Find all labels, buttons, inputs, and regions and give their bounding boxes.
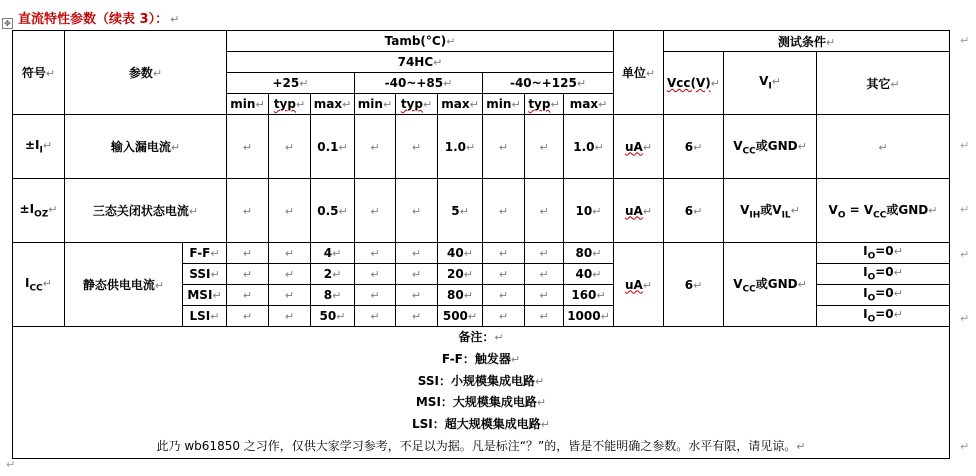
dc-characteristics-table bbox=[12, 30, 950, 459]
value-cell: 8↵ bbox=[311, 285, 355, 306]
col-header-vi: $V_I↵$ bbox=[724, 52, 817, 115]
row-end-mark: ↵ bbox=[960, 248, 970, 261]
notes-row bbox=[13, 327, 950, 459]
col-header-symbol: 符号↵ bbox=[13, 31, 65, 115]
value-cell: 80↵ bbox=[564, 243, 614, 264]
value-cell: 0.1↵ bbox=[311, 115, 355, 179]
note-ff: F-F：触发器↵ bbox=[441, 351, 521, 366]
col-header-param: 参数↵ bbox=[65, 31, 227, 115]
col-header-max: max↵ bbox=[438, 94, 483, 115]
value-cell: 80↵ bbox=[438, 285, 483, 306]
notes-cell bbox=[13, 327, 950, 459]
value-cell: 4↵ bbox=[311, 243, 355, 264]
col-header-other: 其它↵ bbox=[817, 52, 950, 115]
unit-cell: uA↵ bbox=[614, 179, 664, 243]
col-header-typ: typ↵ bbox=[269, 94, 311, 115]
param-name-cell: 三态关闭状态电流↵ bbox=[65, 179, 227, 243]
table-row-quiescent-lsi: LSI↵ ↵ ↵ 50↵ ↵ ↵ 500↵ ↵ ↵ 1000↵ $I_O=0↵$ bbox=[13, 306, 950, 327]
value-cell: 20↵ bbox=[438, 264, 483, 285]
device-type-cell: F-F↵ bbox=[183, 243, 227, 264]
vi-cell: $V_{IH}$或$V_{IL}↵$ bbox=[724, 179, 817, 243]
col-header-family: 74HC↵ bbox=[227, 52, 614, 73]
row-end-mark: ↵ bbox=[960, 440, 970, 453]
table-row-quiescent-msi: MSI↵ ↵ ↵ 8↵ ↵ ↵ 80↵ ↵ ↵ 160↵ $I_O=0↵$ bbox=[13, 285, 950, 306]
unit-cell: uA↵ bbox=[614, 115, 664, 179]
row-end-mark: ↵ bbox=[960, 312, 970, 325]
value-cell: 500↵ bbox=[438, 306, 483, 327]
value-cell: 2↵ bbox=[311, 264, 355, 285]
col-header-tamb: Tamb(°C)↵ bbox=[227, 31, 614, 52]
value-cell: 5↵ bbox=[438, 179, 483, 243]
symbol-cell: $I_{CC}↵$ bbox=[13, 243, 65, 327]
value-cell: 1000↵ bbox=[564, 306, 614, 327]
io-cell: $I_O=0↵$ bbox=[817, 306, 950, 327]
col-header-min: min↵ bbox=[355, 94, 396, 115]
col-header-max: max↵ bbox=[564, 94, 614, 115]
notes-heading: 备注：↵ bbox=[458, 330, 504, 344]
vi-cell: $V_{CC}$或GND↵ bbox=[724, 243, 817, 327]
col-header-typ: typ↵ bbox=[525, 94, 564, 115]
col-header-min: min↵ bbox=[483, 94, 525, 115]
other-cell: $V_O = V_{CC}$或GND↵ bbox=[817, 179, 950, 243]
table-row-quiescent-ff: $I_{CC}↵$ 静态供电电流↵ F-F↵ ↵ ↵ 4↵ ↵ ↵ 40↵ ↵ ↵ 80↵ uA↵ 6↵ $V_{CC}$或GND↵ $I_O=0↵$ bbox=[13, 243, 950, 264]
table-row-tristate-off-current: $\pm I_{OZ}↵$ 三态关闭状态电流↵ ↵ ↵ 0.5↵ ↵ ↵ 5↵ ↵ ↵ 10↵ uA↵ 6↵ $V_{IH}$或$V_{IL}↵$ $V_O = V_{CC}$或GND↵ bbox=[13, 179, 950, 243]
value-cell: 10↵ bbox=[564, 179, 614, 243]
param-name-cell: 输入漏电流↵ bbox=[65, 115, 227, 179]
row-end-mark: ↵ bbox=[960, 203, 970, 216]
note-lsi: LSI：超大规模集成电路↵ bbox=[412, 417, 550, 432]
symbol-cell: $\pm I_I↵$ bbox=[13, 115, 65, 179]
device-type-cell: MSI↵ bbox=[183, 285, 227, 306]
value-cell: 40↵ bbox=[438, 243, 483, 264]
col-header-range-85: -40~+85↵ bbox=[355, 73, 483, 94]
value-cell: 50↵ bbox=[311, 306, 355, 327]
table-row-quiescent-ssi: SSI↵ ↵ ↵ 2↵ ↵ ↵ 20↵ ↵ ↵ 40↵ $I_O=0↵$ bbox=[13, 264, 950, 285]
col-header-range-125: -40~+125↵ bbox=[483, 73, 614, 94]
io-cell: $I_O=0↵$ bbox=[817, 285, 950, 306]
vcc-cell: 6↵ bbox=[664, 243, 724, 327]
value-cell: 1.0↵ bbox=[564, 115, 614, 179]
col-header-max: max↵ bbox=[311, 94, 355, 115]
device-type-cell: SSI↵ bbox=[183, 264, 227, 285]
vi-cell: $V_{CC}$或GND↵ bbox=[724, 115, 817, 179]
row-end-mark: ↵ bbox=[960, 34, 970, 47]
io-cell: $I_O=0↵$ bbox=[817, 264, 950, 285]
symbol-cell: $\pm I_{OZ}↵$ bbox=[13, 179, 65, 243]
other-cell: ↵ bbox=[817, 115, 950, 179]
device-type-cell: LSI↵ bbox=[183, 306, 227, 327]
unit-cell: uA↵ bbox=[614, 243, 664, 327]
col-header-range-25: +25↵ bbox=[227, 73, 355, 94]
col-header-test-conditions: 测试条件↵ bbox=[664, 31, 950, 52]
table-move-handle-icon[interactable]: ✥ bbox=[2, 18, 13, 29]
row-end-mark: ↵ bbox=[960, 139, 970, 152]
io-cell: $I_O=0↵$ bbox=[817, 243, 950, 264]
note-ssi: SSI：小规模集成电路↵ bbox=[417, 373, 545, 388]
param-name-cell: 静态供电电流↵ bbox=[65, 243, 183, 327]
value-cell: 40↵ bbox=[564, 264, 614, 285]
col-header-vcc: Vcc(V)↵ bbox=[664, 52, 724, 115]
col-header-typ: typ↵ bbox=[396, 94, 438, 115]
value-cell: 160↵ bbox=[564, 285, 614, 306]
value-cell: 0.5↵ bbox=[311, 179, 355, 243]
col-header-unit: 单位↵ bbox=[614, 31, 664, 115]
value-cell: 1.0↵ bbox=[438, 115, 483, 179]
note-disclaimer: 此乃 wb61850 之习作，仅供大家学习参考，不足以为据。凡是标注“？”的，皆是不能明确之参数。水平有限，请见谅。↵ bbox=[156, 438, 806, 453]
vcc-cell: 6↵ bbox=[664, 115, 724, 179]
paragraph-mark: ↵ bbox=[6, 458, 16, 471]
note-msi: MSI：大规模集成电路↵ bbox=[415, 395, 547, 410]
vcc-cell: 6↵ bbox=[664, 179, 724, 243]
table-row-input-leakage: $\pm I_I↵$ 输入漏电流↵ ↵ ↵ 0.1↵ ↵ ↵ 1.0↵ ↵ ↵ 1.0↵ uA↵ 6↵ $V_{CC}$或GND↵ ↵ bbox=[13, 115, 950, 179]
col-header-min: min↵ bbox=[227, 94, 269, 115]
page-title: 直流特性参数（续表 3）： ↵ bbox=[18, 12, 180, 27]
